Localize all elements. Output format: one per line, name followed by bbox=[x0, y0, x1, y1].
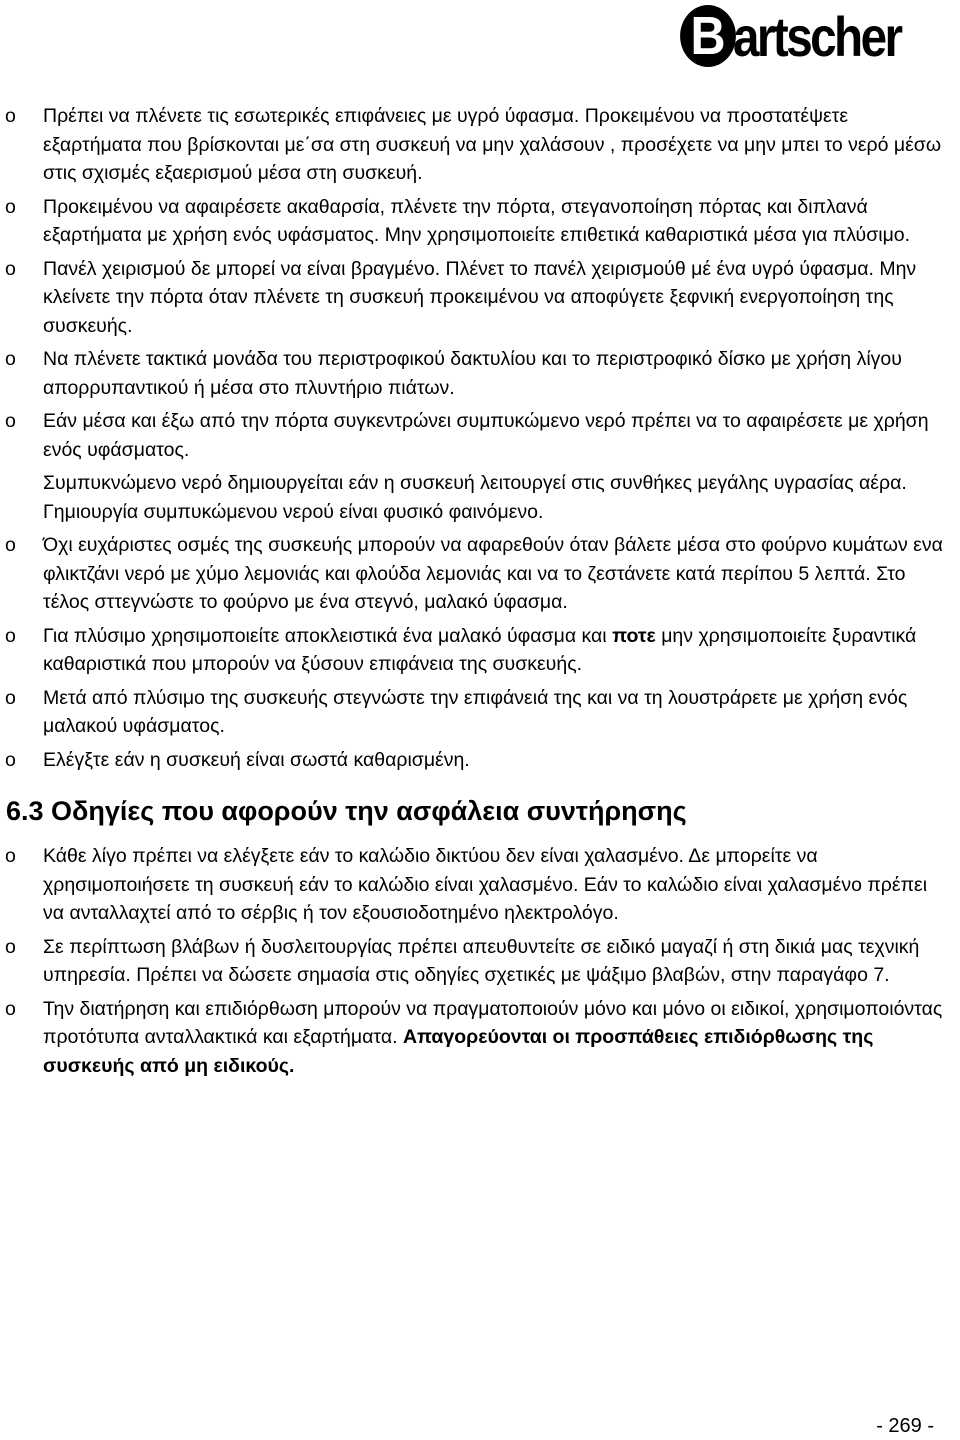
bullet-marker: o bbox=[5, 686, 16, 709]
list-item bbox=[0, 102, 960, 188]
bullet-marker: o bbox=[5, 348, 16, 370]
bullet-marker: o bbox=[5, 997, 16, 1020]
list-item bbox=[0, 995, 960, 1081]
list-item-text: Πρέπει να πλένετε τις εσωτερικές επιφάνειες με υγρό ύφασμα. Προκειμένου να προστατέψετε εξαρτήματα που βρίσκονται με΄σα στη συσκευή να μην χαλάσουν , προσέχετε να μην μπει το νερό μέσω στις σχισμές εξαερισμού μέσα στη συσκευή. bbox=[43, 105, 942, 184]
list-item bbox=[0, 345, 960, 402]
list-item bbox=[0, 842, 960, 928]
list-item bbox=[0, 407, 960, 464]
list-item-text: Να πλένετε τακτικά μονάδα του περιστροφικού δακτυλίου και το περιστροφικό δίσκο με χρήση λίγου απορρυπαντικού ή μέσα στο πλυντήριο πιάτων. bbox=[43, 348, 902, 399]
condensation-note: Συμπυκνώμενο νερό δημιουργείται εάν η συσκευή λειτουργεί στις συνθήκες μεγάλης υγρασίας αέρα. Γημιουργία συμπυκώμενου νερού είναι φυσικό φαινόμενο. bbox=[43, 472, 907, 523]
list-item-text-part: μην χρησιμοποιείτε ξυραντικά καθαριστικά που μπορούν να ξύσουν επιφάνεια της συσκευής. bbox=[43, 624, 917, 675]
safety-list bbox=[0, 842, 960, 1080]
cleaning-list-continued bbox=[0, 531, 960, 774]
list-item-text: Εάν μέσα και έξω από την πόρτα συγκεντρώνει συμπυκώμενο νερό πρέπει να το αφαιρέσετε με χρήση ενός υφάσματος. bbox=[43, 410, 929, 461]
bullet-marker: o bbox=[5, 105, 16, 127]
list-item bbox=[0, 684, 960, 741]
bullet-marker: o bbox=[5, 624, 16, 647]
page-number: - 269 - bbox=[876, 1415, 934, 1437]
list-item bbox=[0, 193, 960, 250]
bullet-marker: o bbox=[5, 257, 16, 280]
cleaning-list bbox=[0, 102, 960, 464]
list-item bbox=[0, 255, 960, 341]
list-item bbox=[0, 531, 960, 617]
emphasis-text: Απαγορεύονται οι προσπάθειες επιδιόρθωσης της συσκευής από μη ειδικούς. bbox=[43, 1026, 874, 1077]
bartscher-logo bbox=[677, 2, 930, 70]
bullet-marker: o bbox=[5, 845, 16, 867]
emphasis-text: ποτε bbox=[612, 624, 656, 647]
document-body bbox=[0, 102, 960, 1085]
list-item-text: Προκειμένου να αφαιρέσετε ακαθαρσία, πλένετε την πόρτα, στεγανοποίηση πόρτας και διπλανά εξαρτήματα με χρήση ενός υφάσματος. Μην χρησιμοποιείτε επιθετικά καθαριστικά μέσα για πλύσιμο. bbox=[43, 195, 911, 246]
list-item-text: Πανέλ χειρισμού δε μπορεί να είναι βραγμένο. Πλένετ το πανέλ χειρισμούθ μέ ένα υγρό ύφασμα. Μην κλείνετε την πόρτα όταν πλένετε τη συσκευή προκειμένου να αποφύγετε ξεφνική ενεργοποίηση της συσκευής. bbox=[43, 257, 917, 337]
list-item bbox=[0, 746, 960, 775]
logo-wordmark: artscher bbox=[732, 4, 901, 68]
section-heading: 6.3 Οδηγίες που αφορούν την ασφάλεια συντήρησης bbox=[6, 796, 687, 826]
logo-b-mark: B bbox=[680, 5, 736, 67]
bullet-marker: o bbox=[5, 748, 16, 771]
list-item-text: Κάθε λίγο πρέπει να ελέγξετε εάν το καλώδιο δικτύου δεν είναι χαλασμένο. Δε μπορείτε να χρησιμοποιήσετε τη συσκευή εάν το καλώδιο είναι χαλασμένο. Εάν το καλώδιο είναι χαλασμένο πρέπει να ανταλλαχτεί από το σέρβις ή τον εξουσιοδοτημένο ηλεκτρολόγο. bbox=[43, 845, 928, 924]
bullet-marker: o bbox=[5, 534, 16, 556]
bullet-marker: o bbox=[5, 935, 16, 958]
bullet-marker: o bbox=[5, 195, 16, 218]
bullet-marker: o bbox=[5, 410, 16, 432]
list-item-text-part: Για πλύσιμο χρησιμοποιείτε αποκλειστικά ένα μαλακό ύφασμα και bbox=[43, 624, 613, 647]
list-item-text-part: Την διατήρηση και επιδιόρθωση μπορούν να πραγματοποιούν μόνο και μόνο οι ειδικοί, χρησιμοποιόντας προτότυπα ανταλλακτικά και εξαρτήματα. bbox=[43, 997, 943, 1048]
list-item bbox=[0, 622, 960, 679]
list-item-text: Όχι ευχάριστες οσμές της συσκευής μπορούν να αφαρεθούν όταν βάλετε μέσα στο φούρνο κυμάτων ενα φλικτζάνι νερό με χύμο λεμονιάς και φλούδα λεμονιάς και να το ζεστάνετε κατά περίπου 5 λεπτά. Στο τέλος σττεγνώστε το φούρνο με ένα στεγνό, μαλακό ύφασμα. bbox=[43, 534, 943, 613]
list-item-text: Ελέγξτε εάν η συσκευή είναι σωστά καθαρισμένη. bbox=[43, 748, 470, 771]
list-item bbox=[0, 933, 960, 990]
list-item-text: Μετά από πλύσιμο της συσκευής στεγνώστε την επιφάνειά της και να τη λουστράρετε με χρήση ενός μαλακού υφάσματος. bbox=[43, 686, 908, 737]
list-item-text: Σε περίπτωση βλάβων ή δυσλειτουργίας πρέπει απευθυντείτε σε ειδικό μαγαζί ή στη δικιά μας τεχνική υπηρεσία. Πρέπει να δώσετε σημασία στις οδηγίες σχετικές με ψάξιμο βλαβών, στην παραγάφο 7. bbox=[43, 935, 920, 986]
